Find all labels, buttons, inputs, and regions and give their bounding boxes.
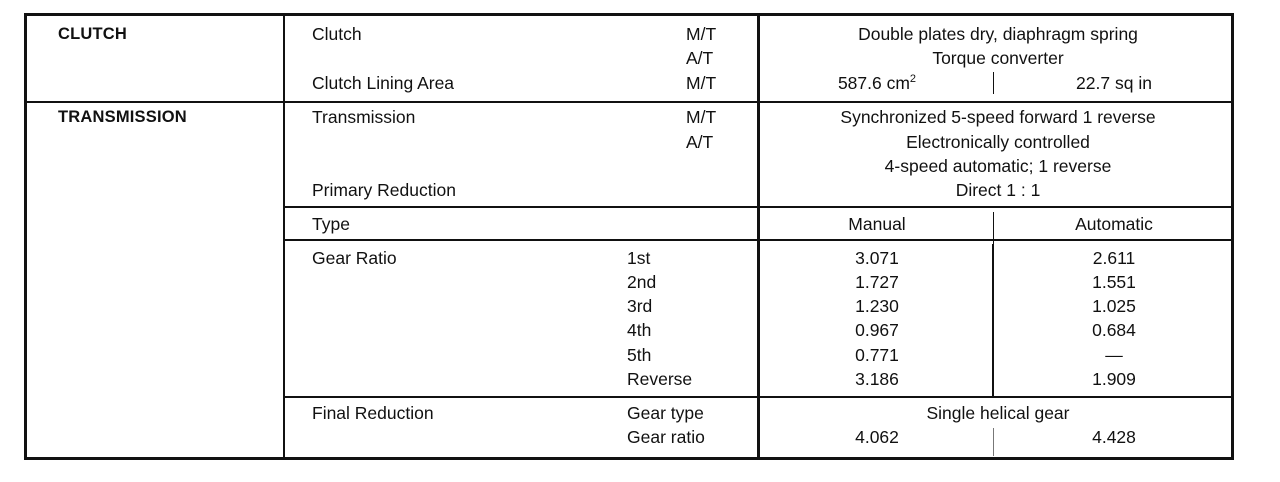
row-divider-clutch xyxy=(24,101,1234,103)
clutch-lining-imperial: 22.7 sq in xyxy=(1076,73,1152,93)
transmission-at-value-1: Electronically controlled xyxy=(906,132,1090,152)
clutch-label: Clutch xyxy=(312,24,362,44)
gear-type-value: Single helical gear xyxy=(926,403,1070,423)
transmission-at-value-2: 4-speed automatic; 1 reverse xyxy=(884,156,1112,176)
gear-ratio-sub-label: Gear ratio xyxy=(627,427,705,447)
row-divider-gear xyxy=(283,239,1234,241)
clutch-mt-value: Double plates dry, diaphragm spring xyxy=(858,24,1138,44)
clutch-at-label: A/T xyxy=(686,48,714,68)
gear-automatic-ratio: 1.909 xyxy=(1092,369,1136,389)
clutch-lining-label: Clutch Lining Area xyxy=(312,73,455,93)
gear-manual-ratio: 0.967 xyxy=(855,320,899,340)
transmission-mt-label: M/T xyxy=(686,107,717,127)
transmission-at-label: A/T xyxy=(686,132,714,152)
section-transmission: TRANSMISSION xyxy=(58,108,187,126)
gear-name: 4th xyxy=(627,320,652,340)
primary-reduction-value: Direct 1 : 1 xyxy=(955,180,1041,200)
clutch-at-value: Torque converter xyxy=(932,48,1064,68)
transmission-label: Transmission xyxy=(312,107,416,127)
gear-automatic-ratio: 1.551 xyxy=(1092,272,1136,292)
gear-manual-ratio: 0.771 xyxy=(855,345,899,365)
type-automatic: Automatic xyxy=(1075,214,1153,234)
gear-automatic-ratio: 1.025 xyxy=(1092,296,1136,316)
clutch-lining-mt-label: M/T xyxy=(686,73,717,93)
final-manual-ratio: 4.062 xyxy=(855,427,899,447)
gear-name: 2nd xyxy=(627,272,657,292)
gear-ratio-label: Gear Ratio xyxy=(312,248,397,268)
gear-automatic-ratio: 0.684 xyxy=(1092,320,1136,340)
gear-name: Reverse xyxy=(627,369,693,389)
row-divider-type xyxy=(283,206,1234,208)
gear-name: 5th xyxy=(627,345,652,365)
gear-type-label: Gear type xyxy=(627,403,704,423)
gear-name: 1st xyxy=(627,248,651,268)
section-clutch: CLUTCH xyxy=(58,25,128,43)
gear-automatic-ratio: — xyxy=(1105,345,1123,365)
final-automatic-ratio: 4.428 xyxy=(1092,427,1136,447)
gear-automatic-ratio: 2.611 xyxy=(1092,248,1136,268)
type-manual: Manual xyxy=(848,214,906,234)
gear-manual-ratio: 1.727 xyxy=(855,272,899,292)
final-reduction-label: Final Reduction xyxy=(312,403,434,423)
gear-manual-ratio: 1.230 xyxy=(855,296,899,316)
clutch-mt-label: M/T xyxy=(686,24,717,44)
gear-manual-ratio: 3.186 xyxy=(855,369,899,389)
type-label: Type xyxy=(312,214,350,234)
clutch-lining-metric: 587.6 $cm^2$ xyxy=(837,73,917,93)
gear-name: 3rd xyxy=(627,296,653,316)
transmission-mt-value: Synchronized 5-speed forward 1 reverse xyxy=(840,107,1156,127)
col-divider-section xyxy=(283,13,285,460)
primary-reduction-label: Primary Reduction xyxy=(312,180,456,200)
col-divider-value xyxy=(757,13,760,460)
gear-manual-ratio: 3.071 xyxy=(855,248,899,268)
row-divider-final xyxy=(283,396,1234,398)
